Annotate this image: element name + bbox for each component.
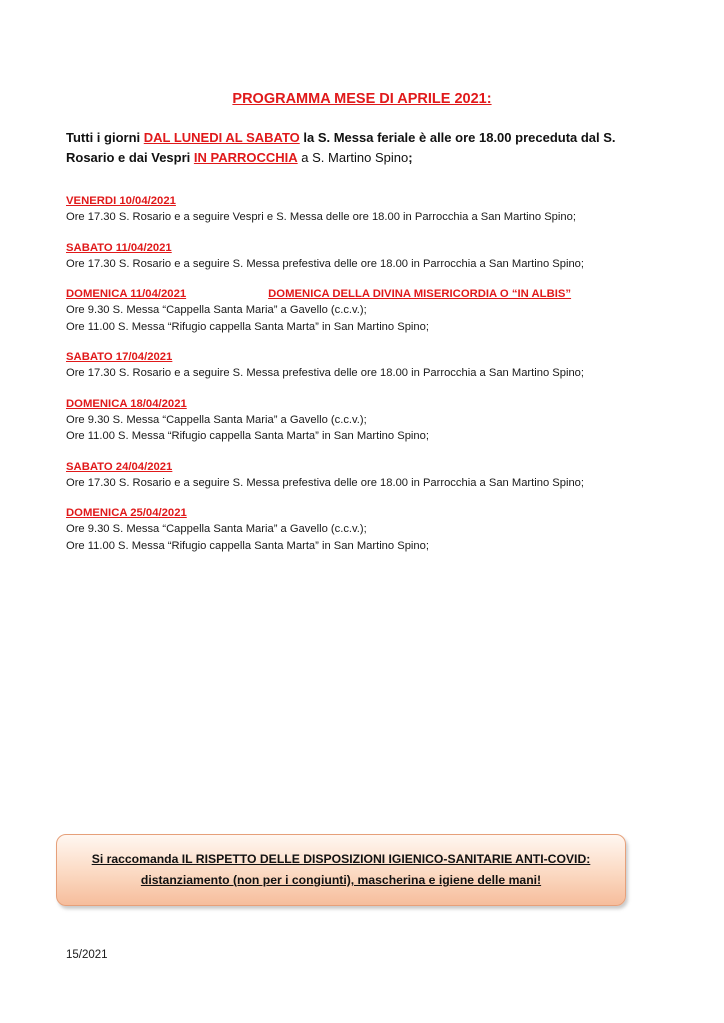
event-heading — [66, 193, 686, 209]
intro-highlight-parish: IN PARROCCHIA — [193, 150, 298, 165]
event-note: DOMENICA DELLA DIVINA MISERICORDIA O “IN ALBIS” — [268, 288, 572, 300]
event-schedule-line: Ore 11.00 S. Messa “Rifugio cappella Santa Marta” in San Martino Spino; — [66, 320, 429, 333]
event-date: DOMENICA 11/04/2021 — [66, 288, 187, 300]
event-item — [66, 240, 686, 273]
page-footer-number: 15/2021 — [66, 949, 108, 961]
event-schedule-line: Ore 17.30 S. Rosario e a seguire S. Messa prefestiva delle ore 18.00 in Parrocchia a San Martino Spino; — [66, 367, 585, 379]
event-item — [66, 349, 686, 382]
covid-notice-text: Si raccomanda IL RISPETTO DELLE DISPOSIZIONI IGIENICO-SANITARIE ANTI-COVID: distanziamento (non per i congiunti), mascherina e igiene delle mani! — [91, 852, 591, 887]
event-heading — [66, 396, 686, 412]
event-schedule-line: Ore 11.00 S. Messa “Rifugio cappella Santa Marta” in San Martino Spino; — [66, 430, 429, 442]
intro-text: a S. Martino Spino — [297, 150, 409, 165]
intro-text: ; — [408, 150, 413, 165]
event-item — [66, 193, 686, 226]
intro-paragraph — [66, 128, 666, 168]
event-item — [66, 396, 686, 445]
event-schedule-line: Ore 17.30 S. Rosario e a seguire S. Messa prefestiva delle ore 18.00 in Parrocchia a San Martino Spino; — [66, 476, 585, 489]
intro-text: Tutti i giorni — [66, 130, 144, 145]
event-heading — [66, 240, 686, 256]
event-date: VENERDI 10/04/2021 — [66, 195, 176, 207]
event-schedule-line: Ore 9.30 S. Messa “Cappella Santa Maria” a Gavello (c.c.v.); — [66, 304, 367, 316]
event-schedule-line: Ore 17.30 S. Rosario e a seguire Vespri e S. Messa delle ore 18.00 in Parrocchia a San Martino Spino; — [66, 211, 576, 223]
event-heading — [66, 286, 686, 302]
event-schedule-line: Ore 17.30 S. Rosario e a seguire S. Messa prefestiva delle ore 18.00 in Parrocchia a San Martino Spino; — [66, 257, 585, 270]
event-schedule-line: Ore 9.30 S. Messa “Cappella Santa Maria” a Gavello (c.c.v.); — [66, 413, 367, 426]
intro-highlight-weekdays: DAL LUNEDI AL SABATO — [143, 130, 300, 145]
event-item — [66, 505, 686, 554]
event-heading — [66, 505, 686, 521]
event-schedule-line: Ore 9.30 S. Messa “Cappella Santa Maria” a Gavello (c.c.v.); — [66, 523, 367, 535]
event-date: SABATO 24/04/2021 — [66, 460, 173, 473]
event-item — [66, 459, 686, 492]
event-heading — [66, 459, 686, 475]
page-title: PROGRAMMA MESE DI APRILE 2021: — [232, 91, 492, 107]
event-date: DOMENICA 18/04/2021 — [66, 397, 187, 410]
intro-text: la S. Messa feriale è alle ore 18.00 preceduta dal S. Rosario e dai Vespri — [66, 130, 616, 165]
event-date: DOMENICA 25/04/2021 — [66, 507, 187, 519]
event-date: SABATO 11/04/2021 — [66, 241, 172, 254]
events-list — [66, 193, 686, 568]
event-schedule-line: Ore 11.00 S. Messa “Rifugio cappella Santa Marta” in San Martino Spino; — [66, 539, 429, 552]
event-date: SABATO 17/04/2021 — [66, 351, 173, 363]
event-item — [66, 286, 686, 335]
covid-notice-box — [56, 834, 626, 906]
event-heading — [66, 349, 686, 365]
